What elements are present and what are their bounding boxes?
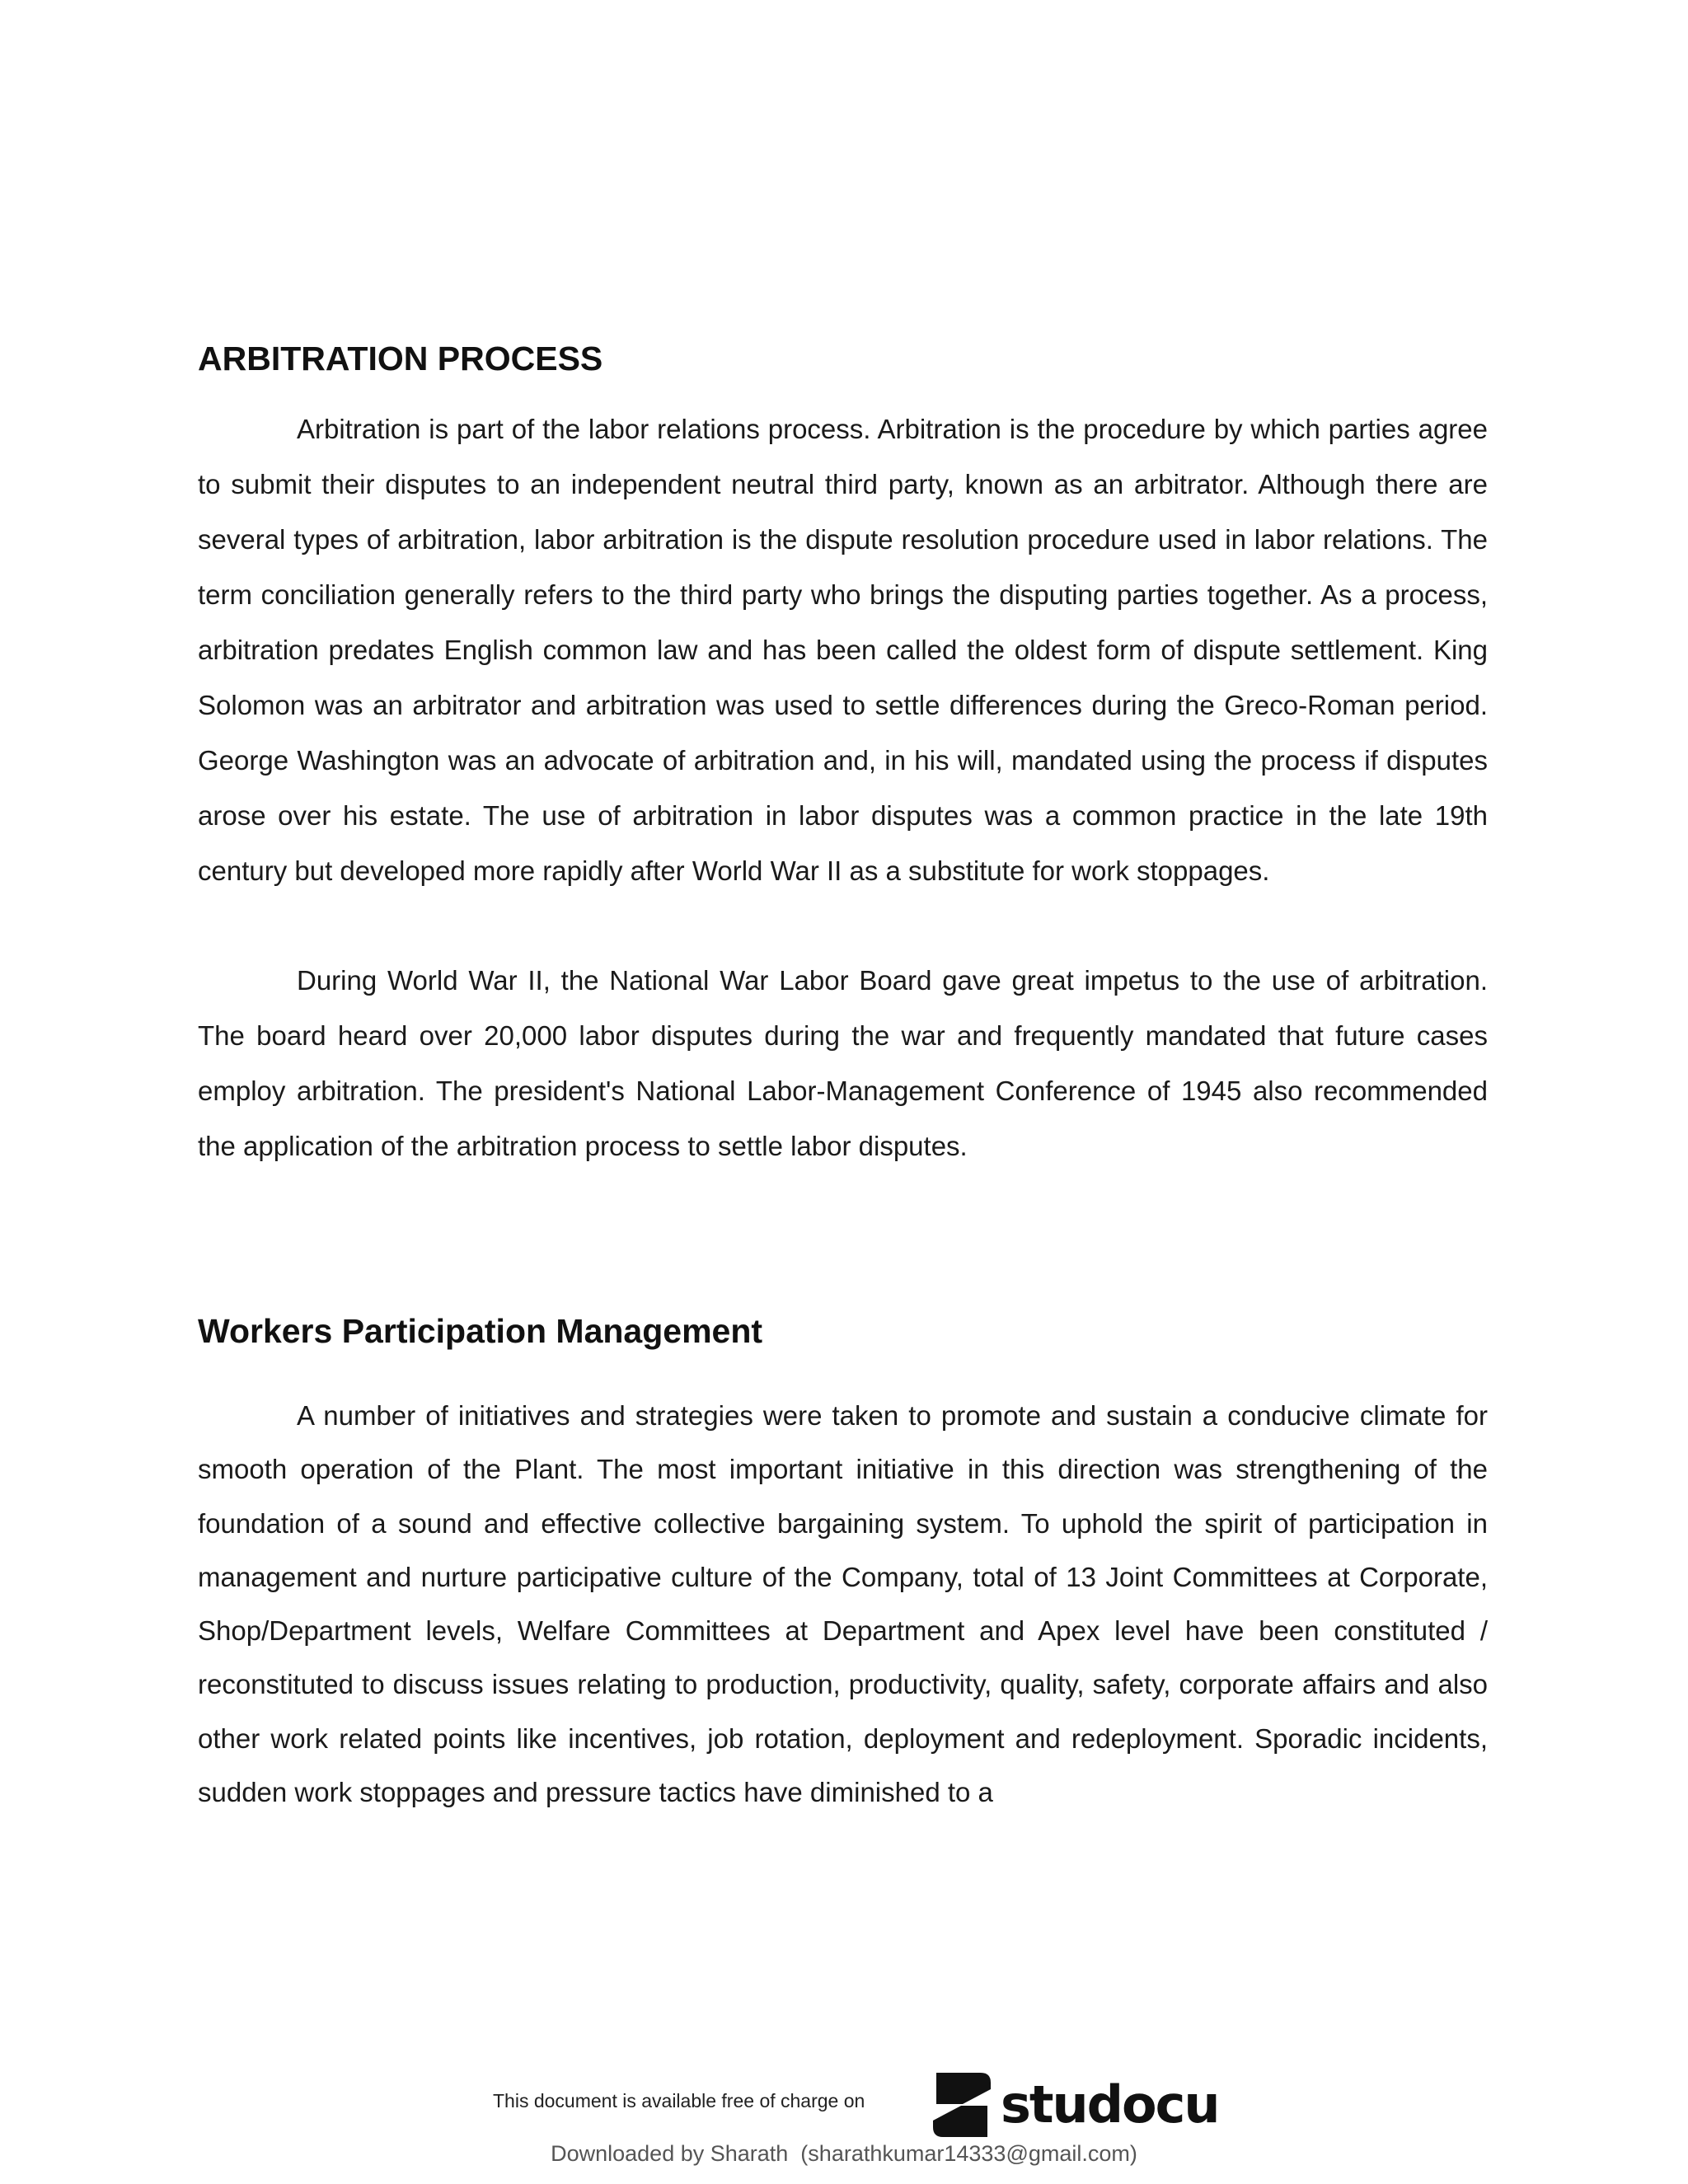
section-heading: ARBITRATION PROCESS: [198, 340, 603, 377]
paragraph: During World War II, the National War Labor Board gave great impetus to the use of arbitration. The board heard over 20,000 labor disputes during the war and frequently mandated that future cases employ arbitration. The president's National Labor-Management Conference of 1945 also recommended the application of the arbitration process to settle labor disputes.: [198, 965, 1488, 1161]
studocu-brand-link[interactable]: [930, 2069, 1219, 2141]
paragraph: Arbitration is part of the labor relations process. Arbitration is the procedure by which parties agree to submit their disputes to an independent neutral third party, known as an arbitrator. Although there are several types of arbitration, labor arbitration is the dispute resolution procedure used in labor relations. The term conciliation generally refers to the third party who brings the disputing parties together. As a process, arbitration predates English common law and has been called the oldest form of dispute settlement. King Solomon was an arbitrator and arbitration was used to settle differences during the Greco-Roman period. George Washington was an advocate of arbitration and, in his will, mandated using the process if disputes arose over his estate. The use of arbitration in labor disputes was a common practice in the late 19th century but developed more rapidly after World War II as a substitute for work stoppages.: [198, 414, 1488, 886]
downloaded-by-text: Downloaded by Sharath (sharathkumar14333@gmail.com): [551, 2141, 1137, 2166]
downloaded-by-notice: [0, 2141, 1688, 2167]
document-body: [198, 334, 1488, 1819]
section-arbitration-process: [198, 334, 1488, 1174]
studocu-logo-icon: [930, 2069, 994, 2140]
availability-notice: This document is available free of charge on: [493, 2090, 865, 2111]
section-heading: Workers Participation Management: [198, 1312, 763, 1350]
paragraph: A number of initiatives and strategies were taken to promote and sustain a conducive climate for smooth operation of the Plant. The most important initiative in this direction was strengthening of the foundation of a sound and effective collective bargaining system. To uphold the spirit of participation in management and nurture participative culture of the Company, total of 13 Joint Committees at Corporate, Shop/Department levels, Welfare Committees at Department and Apex level have been constituted / reconstituted to discuss issues relating to production, productivity, quality, safety, corporate affairs and also other work related points like incentives, job rotation, deployment and redeployment. Sporadic incidents, sudden work stoppages and pressure tactics have diminished to a: [198, 1400, 1488, 1808]
page-footer: [0, 2060, 1688, 2184]
brand-name: studocu: [1001, 2074, 1219, 2135]
section-workers-participation: [198, 1306, 1488, 1819]
